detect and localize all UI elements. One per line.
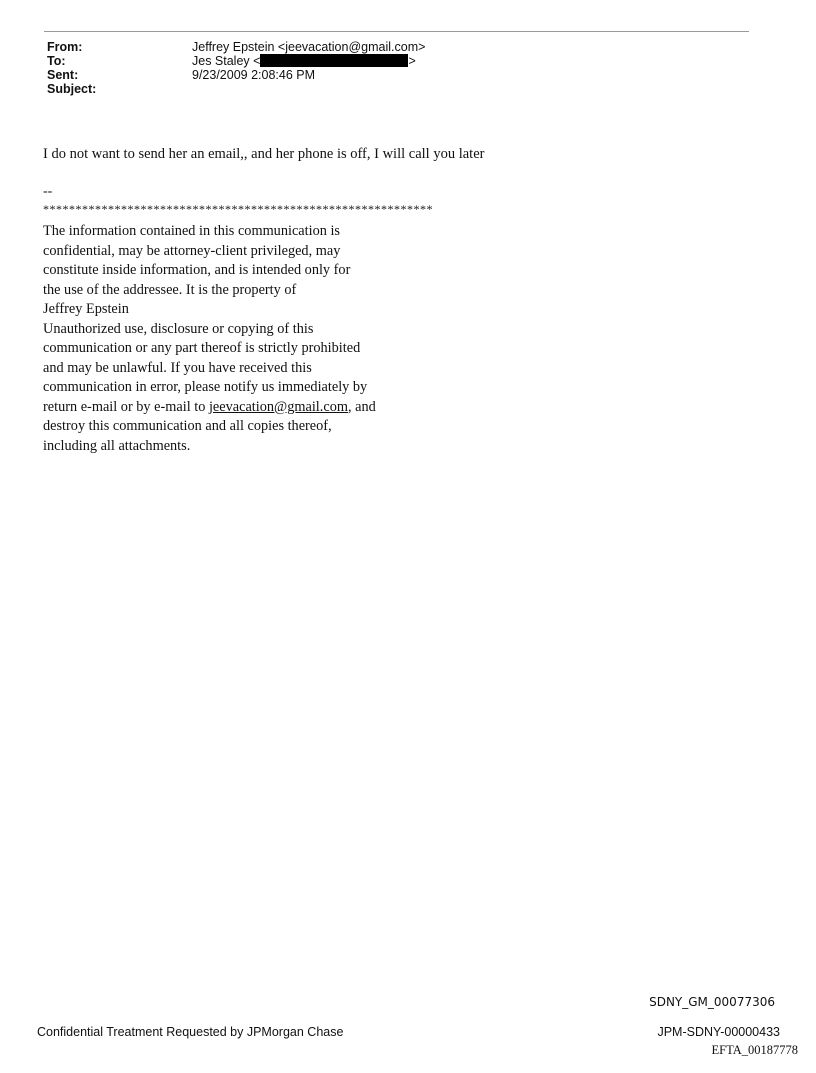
disclaimer-line: communication in error, please notify us immediately by xyxy=(43,379,368,395)
disclaimer-return-line xyxy=(43,398,376,418)
disclaimer-line: The information contained in this communication is xyxy=(43,223,340,239)
from-label: From: xyxy=(47,40,83,54)
disclaimer-line: and may be unlawful. If you have received this xyxy=(43,359,312,376)
disclaimer-line: destroy this communication and all copies thereof, xyxy=(43,418,332,434)
message-body: I do not want to send her an email,, and her phone is off, I will call you later xyxy=(43,146,485,162)
subject-label: Subject: xyxy=(47,82,97,96)
to-value-suffix: > xyxy=(408,54,416,68)
disclaimer-line: confidential, may be attorney-client privileged, may xyxy=(43,242,341,259)
redaction-bar xyxy=(260,54,408,67)
jpm-bates-stamp: JPM-SDNY-00000433 xyxy=(657,1025,780,1039)
return-line-suffix: , and xyxy=(347,398,376,415)
confidential-footer: Confidential Treatment Requested by JPMorgan Chase xyxy=(37,1025,344,1039)
to-value xyxy=(192,54,416,68)
signature-separator: -- xyxy=(43,184,53,199)
disclaimer-line: Jeffrey Epstein xyxy=(43,301,129,317)
disclaimer-line: constitute inside information, and is intended only for xyxy=(43,262,351,278)
disclaimer-line: Unauthorized use, disclosure or copying of this xyxy=(43,320,314,337)
header-divider xyxy=(44,31,749,32)
disclaimer-line: the use of the addressee. It is the property of xyxy=(43,281,297,298)
signature-stars: ************************************************************ xyxy=(43,202,433,216)
return-line-prefix: return e-mail or by e-mail to xyxy=(43,398,209,415)
from-value: Jeffrey Epstein <jeevacation@gmail.com> xyxy=(192,40,426,54)
disclaimer-line: including all attachments. xyxy=(43,437,191,454)
sent-label: Sent: xyxy=(47,68,79,82)
sent-value: 9/23/2009 2:08:46 PM xyxy=(192,68,316,82)
sdny-bates-stamp: SDNY_GM_00077306 xyxy=(649,995,775,1009)
to-value-prefix: Jes Staley < xyxy=(192,54,261,68)
email-link[interactable]: jeevacation@gmail.com xyxy=(208,398,348,415)
confidentiality-disclaimer xyxy=(43,222,376,456)
efta-bates-stamp: EFTA_00187778 xyxy=(711,1043,798,1057)
disclaimer-line: communication or any part thereof is strictly prohibited xyxy=(43,340,361,356)
to-label: To: xyxy=(47,54,66,68)
